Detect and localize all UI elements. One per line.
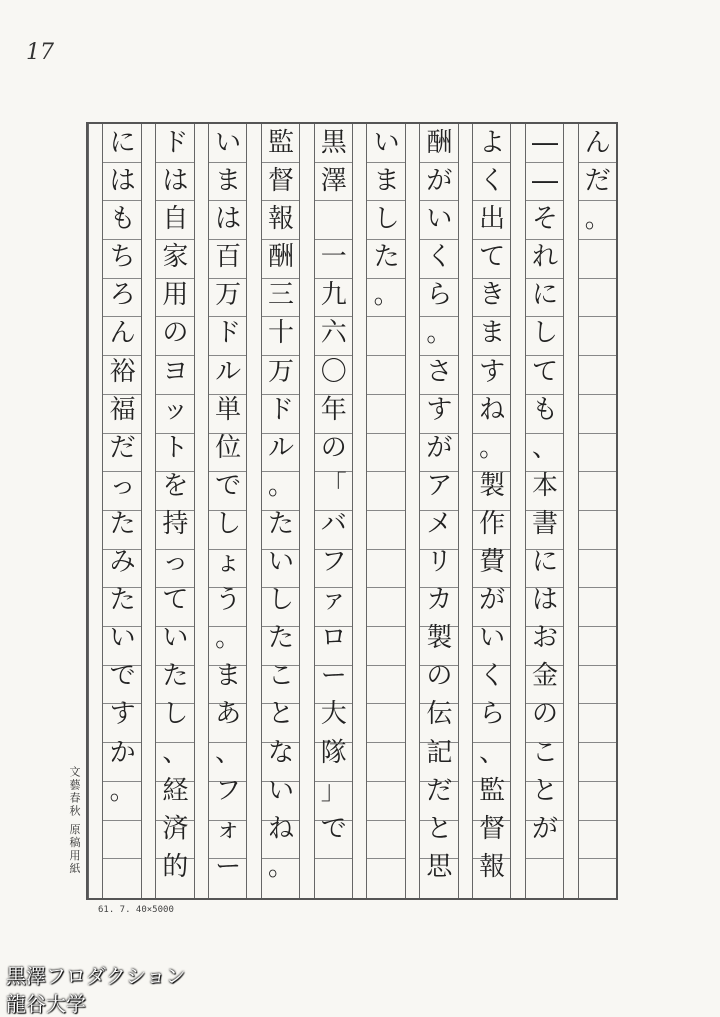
- manuscript-line: [108, 124, 138, 898]
- manuscript-char: ド: [215, 318, 242, 349]
- manuscript-char: 酬: [426, 128, 453, 158]
- column-gutter: [563, 124, 577, 898]
- manuscript-line: [583, 124, 613, 898]
- manuscript-char: て: [531, 356, 558, 387]
- manuscript-column: [261, 124, 299, 898]
- manuscript-char: 。: [584, 204, 611, 235]
- manuscript-char: 監: [267, 128, 294, 158]
- manuscript-char: 万: [267, 356, 294, 387]
- manuscript-char: 。: [215, 623, 242, 654]
- manuscript-char: な: [267, 737, 294, 768]
- manuscript-char: 十: [267, 318, 294, 349]
- manuscript-char: 、: [215, 737, 242, 768]
- manuscript-char: れ: [531, 242, 558, 273]
- manuscript-char: た: [267, 623, 294, 654]
- manuscript-char: そ: [531, 204, 558, 235]
- manuscript-char: 隊: [320, 737, 347, 768]
- manuscript-char: に: [531, 280, 558, 311]
- manuscript-char: 報: [267, 204, 294, 235]
- manuscript-char: 書: [531, 508, 558, 539]
- manuscript-char: の: [320, 432, 347, 463]
- manuscript-char: ー: [320, 661, 347, 692]
- manuscript-char: ね: [267, 813, 294, 844]
- manuscript-char: ら: [479, 699, 506, 730]
- manuscript-char: 裕: [109, 356, 136, 387]
- manuscript-char: 済: [162, 813, 189, 844]
- manuscript-char: メ: [426, 508, 453, 539]
- manuscript-char: ド: [267, 394, 294, 425]
- manuscript-char: 。: [109, 775, 136, 806]
- manuscript-char: 三: [267, 280, 294, 311]
- manuscript-char: 家: [162, 242, 189, 273]
- manuscript-char: ル: [215, 356, 242, 387]
- manuscript-char: ろ: [109, 280, 136, 311]
- manuscript-char: に: [531, 547, 558, 578]
- column-gutter: [246, 124, 260, 898]
- manuscript-column: [208, 124, 246, 898]
- manuscript-char: ん: [584, 128, 611, 158]
- manuscript-char: が: [479, 585, 506, 616]
- manuscript-char: の: [531, 699, 558, 730]
- manuscript-char: 黒: [320, 128, 347, 158]
- manuscript-char: は: [531, 585, 558, 616]
- manuscript-char: の: [426, 661, 453, 692]
- manuscript-char: こ: [267, 661, 294, 692]
- manuscript-char: く: [426, 242, 453, 273]
- manuscript-char: も: [531, 394, 558, 425]
- paper-label: 文藝春秋 原稿用紙: [68, 766, 81, 876]
- manuscript-char: く: [479, 661, 506, 692]
- manuscript-char: い: [373, 128, 400, 158]
- manuscript-char: い: [267, 775, 294, 806]
- manuscript-char: を: [162, 470, 189, 501]
- manuscript-char: 製: [426, 623, 453, 654]
- column-gutter: [458, 124, 472, 898]
- manuscript-char: 。: [267, 470, 294, 501]
- manuscript-char: リ: [426, 547, 453, 578]
- manuscript-line: [530, 124, 560, 898]
- manuscript-char: ね: [479, 394, 506, 425]
- manuscript-char: だ: [426, 775, 453, 806]
- manuscript-char: 本: [531, 470, 558, 501]
- manuscript-char: 持: [162, 508, 189, 539]
- column-gutter: [299, 124, 313, 898]
- manuscript-char: 伝: [426, 699, 453, 730]
- manuscript-char: い: [479, 623, 506, 654]
- manuscript-char: 費: [479, 547, 506, 578]
- manuscript-char: ロ: [320, 623, 347, 654]
- manuscript-char: 自: [162, 204, 189, 235]
- manuscript-char: い: [109, 623, 136, 654]
- manuscript-char: ァ: [320, 585, 347, 616]
- manuscript-line: [319, 124, 349, 898]
- manuscript-char: っ: [109, 470, 136, 501]
- manuscript-column: [419, 124, 457, 898]
- manuscript-char: て: [479, 242, 506, 273]
- manuscript-char: た: [267, 508, 294, 539]
- manuscript-char: ア: [426, 470, 453, 501]
- manuscript-column: [314, 124, 352, 898]
- manuscript-char: で: [320, 813, 347, 844]
- manuscript-char: 的: [162, 851, 189, 882]
- manuscript-line: [266, 124, 296, 898]
- manuscript-char: さ: [426, 356, 453, 387]
- manuscript-char: 思: [426, 851, 453, 882]
- manuscript-char: み: [109, 547, 136, 578]
- manuscript-char: た: [373, 242, 400, 273]
- manuscript-char: 九: [320, 280, 347, 311]
- manuscript-char: ォ: [215, 813, 242, 844]
- manuscript-char: 単: [215, 394, 242, 425]
- manuscript-char: ―: [531, 128, 558, 158]
- manuscript-line: [477, 124, 507, 898]
- manuscript-char: た: [109, 508, 136, 539]
- credit-university: 龍谷大学: [6, 992, 86, 1016]
- page-number: 17: [26, 40, 54, 65]
- manuscript-line: [424, 124, 454, 898]
- manuscript-char: 、: [479, 737, 506, 768]
- manuscript-line: [372, 124, 402, 898]
- manuscript-line: [160, 124, 190, 898]
- manuscript-char: 福: [109, 394, 136, 425]
- manuscript-char: 監: [479, 775, 506, 806]
- manuscript-char: い: [426, 204, 453, 235]
- manuscript-char: 報: [479, 851, 506, 882]
- manuscript-char: ら: [426, 280, 453, 311]
- manuscript-char: と: [531, 775, 558, 806]
- manuscript-char: ょ: [215, 547, 242, 578]
- manuscript-char: の: [162, 318, 189, 349]
- manuscript-char: し: [267, 585, 294, 616]
- manuscript-char: し: [162, 699, 189, 730]
- column-gutter: [510, 124, 524, 898]
- manuscript-char: [319, 200, 349, 238]
- column-gutter: [194, 124, 208, 898]
- manuscript-char: 、: [531, 432, 558, 463]
- manuscript-char: が: [426, 166, 453, 197]
- manuscript-char: と: [267, 699, 294, 730]
- manuscript-char: ま: [479, 318, 506, 349]
- manuscript-char: い: [162, 623, 189, 654]
- manuscript-char: ち: [109, 242, 136, 273]
- manuscript-char: 。: [426, 318, 453, 349]
- manuscript-column: [366, 124, 404, 898]
- manuscript-line: [213, 124, 243, 898]
- manuscript-char: い: [267, 547, 294, 578]
- manuscript-char: 用: [162, 280, 189, 311]
- manuscript-column: [578, 124, 616, 898]
- manuscript-char: 督: [479, 813, 506, 844]
- manuscript-char: が: [426, 432, 453, 463]
- manuscript-char: て: [162, 585, 189, 616]
- manuscript-char: お: [531, 623, 558, 654]
- column-gutter: [141, 124, 155, 898]
- manuscript-char: ん: [109, 318, 136, 349]
- manuscript-char: ―: [531, 166, 558, 197]
- manuscript-char: 位: [215, 432, 242, 463]
- credit-production: 黒澤フロダクション: [6, 964, 186, 988]
- manuscript-char: だ: [109, 432, 136, 463]
- manuscript-char: も: [109, 204, 136, 235]
- manuscript-char: 〇: [320, 356, 347, 387]
- manuscript-char: カ: [426, 585, 453, 616]
- manuscript-char: ま: [215, 166, 242, 197]
- manuscript-char: だ: [584, 166, 611, 197]
- manuscript-char: は: [162, 166, 189, 197]
- manuscript-column: [472, 124, 510, 898]
- column-gutter: [88, 124, 102, 898]
- manuscript-char: ト: [162, 432, 189, 463]
- manuscript-char: す: [479, 356, 506, 387]
- manuscript-char: た: [162, 661, 189, 692]
- manuscript-char: ヨ: [162, 356, 189, 387]
- manuscript-char: よ: [479, 128, 506, 158]
- manuscript-column: [155, 124, 193, 898]
- manuscript-char: し: [373, 204, 400, 235]
- manuscript-char: か: [109, 737, 136, 768]
- column-gutter: [352, 124, 366, 898]
- manuscript-char: が: [531, 813, 558, 844]
- manuscript-char: ッ: [162, 394, 189, 425]
- manuscript-char: き: [479, 280, 506, 311]
- manuscript-char: ま: [373, 166, 400, 197]
- manuscript-char: 製: [479, 470, 506, 501]
- manuscript-char: っ: [162, 547, 189, 578]
- manuscript-char: し: [215, 508, 242, 539]
- paper-code: 61. 7. 40×5000: [98, 905, 174, 915]
- manuscript-char: に: [109, 128, 136, 158]
- manuscript-char: 経: [162, 775, 189, 806]
- manuscript-char: 督: [267, 166, 294, 197]
- manuscript-char: ー: [215, 851, 242, 882]
- manuscript-char: 澤: [320, 166, 347, 197]
- manuscript-char: 金: [531, 661, 558, 692]
- manuscript-char: あ: [215, 699, 242, 730]
- manuscript-char: 作: [479, 508, 506, 539]
- manuscript-grid: [86, 122, 618, 900]
- manuscript-char: で: [109, 661, 136, 692]
- manuscript-char: は: [109, 166, 136, 197]
- manuscript-char: フ: [215, 775, 242, 806]
- manuscript-char: こ: [531, 737, 558, 768]
- manuscript-char: 。: [267, 851, 294, 882]
- manuscript-char: 六: [320, 318, 347, 349]
- manuscript-char: 百: [215, 242, 242, 273]
- manuscript-char: 、: [162, 737, 189, 768]
- manuscript-char: た: [109, 585, 136, 616]
- manuscript-char: う: [215, 585, 242, 616]
- manuscript-char: バ: [320, 508, 347, 539]
- manuscript-char: 。: [479, 432, 506, 463]
- manuscript-char: す: [109, 699, 136, 730]
- manuscript-char: い: [215, 128, 242, 158]
- manuscript-char: ル: [267, 432, 294, 463]
- manuscript-char: す: [426, 394, 453, 425]
- manuscript-char: 年: [320, 394, 347, 425]
- manuscript-char: フ: [320, 547, 347, 578]
- manuscript-char: 。: [373, 280, 400, 311]
- manuscript-char: は: [215, 204, 242, 235]
- column-gutter: [405, 124, 419, 898]
- manuscript-char: く: [479, 166, 506, 197]
- manuscript-char: し: [531, 318, 558, 349]
- manuscript-char: 大: [320, 699, 347, 730]
- manuscript-char: と: [426, 813, 453, 844]
- manuscript-char: 万: [215, 280, 242, 311]
- manuscript-char: 酬: [267, 242, 294, 273]
- manuscript-char: 「: [320, 470, 347, 501]
- manuscript-char: 記: [426, 737, 453, 768]
- manuscript-column: [525, 124, 563, 898]
- manuscript-char: 」: [320, 775, 347, 806]
- manuscript-char: ド: [162, 128, 189, 158]
- manuscript-char: 出: [479, 204, 506, 235]
- manuscript-char: で: [215, 470, 242, 501]
- manuscript-char: 一: [320, 242, 347, 273]
- manuscript-column: [102, 124, 140, 898]
- manuscript-char: ま: [215, 661, 242, 692]
